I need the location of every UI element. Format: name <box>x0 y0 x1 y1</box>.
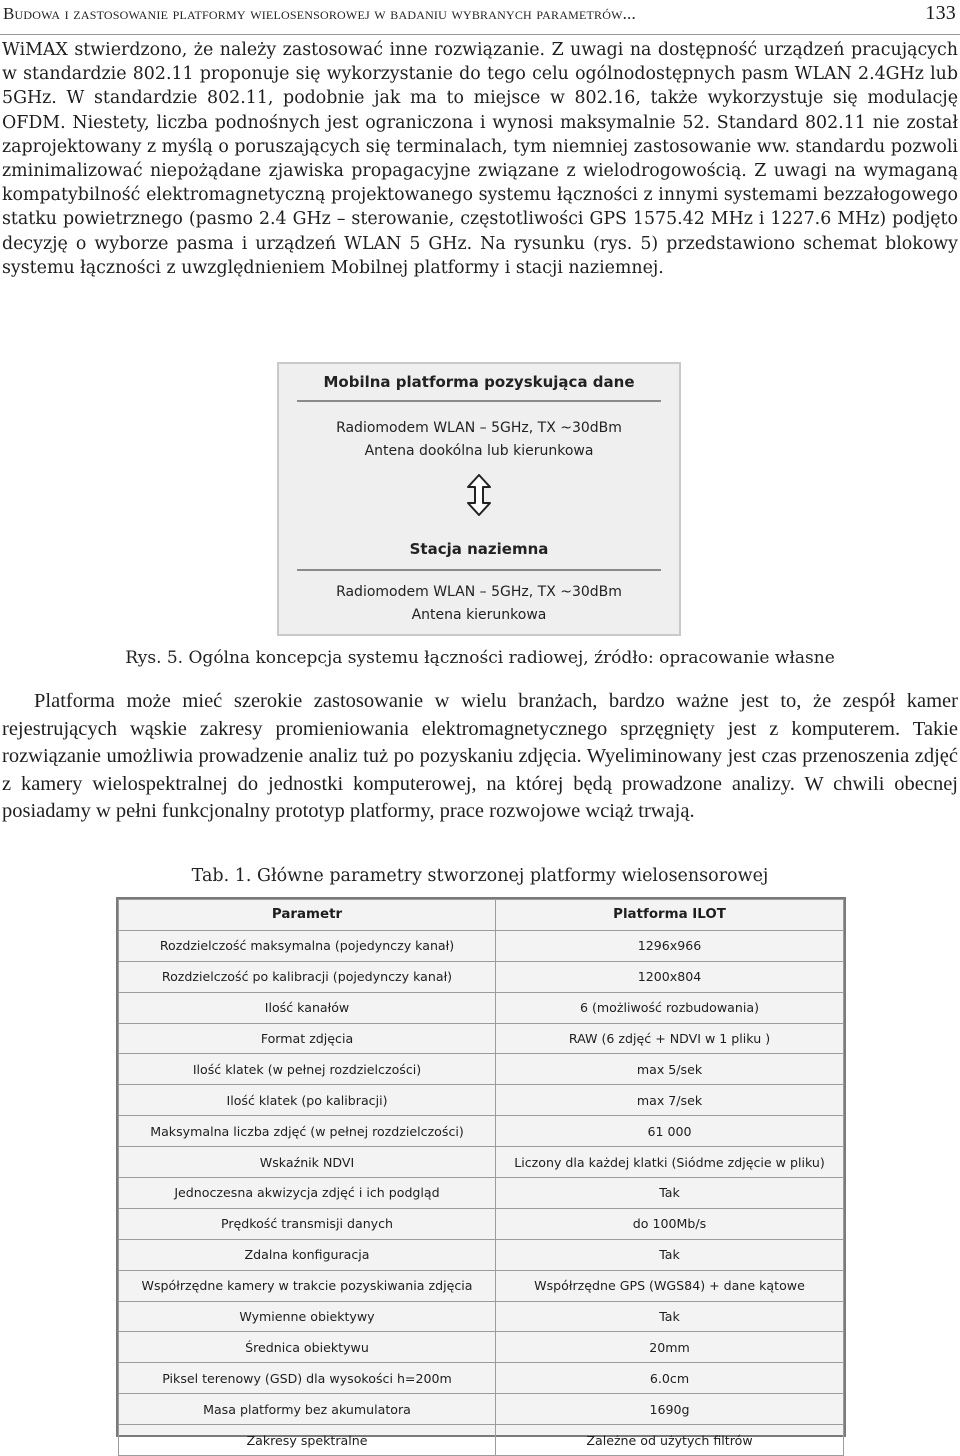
parameter-value-cell: Liczony dla każdej klatki (Siódme zdjęcie w pliku) <box>496 1147 844 1178</box>
table-row <box>119 1270 844 1301</box>
parameter-name-cell: Prędkość transmisji danych <box>119 1208 496 1239</box>
parameter-value-cell: 1690g <box>496 1394 844 1425</box>
parameter-name-cell: Wymienne obiektywy <box>119 1301 496 1332</box>
parameter-value-cell: Tak <box>496 1178 844 1209</box>
table-row <box>119 930 844 961</box>
table-row <box>119 1363 844 1394</box>
parameter-name-cell: Zdalna konfiguracja <box>119 1239 496 1270</box>
parameter-value-cell: Współrzędne GPS (WGS84) + dane kątowe <box>496 1270 844 1301</box>
communication-block-diagram <box>277 362 681 636</box>
parameter-value-cell: 6.0cm <box>496 1363 844 1394</box>
double-vertical-arrow-icon <box>466 474 492 516</box>
table-row <box>119 992 844 1023</box>
parameter-value-cell: 20mm <box>496 1332 844 1363</box>
diagram-bottom-line-2: Antena kierunkowa <box>411 607 547 623</box>
running-title: Budowa i zastosowanie platformy wielosensorowej w badaniu wybranych parametrów... <box>3 4 636 23</box>
parameter-value-cell: do 100Mb/s <box>496 1208 844 1239</box>
parameter-name-cell: Ilość kanałów <box>119 992 496 1023</box>
diagram-bottom-line-1: Radiomodem WLAN – 5GHz, TX ~30dBm <box>336 584 622 600</box>
parameter-name-cell: Format zdjęcia <box>119 1023 496 1054</box>
parameter-name-cell: Wskaźnik NDVI <box>119 1147 496 1178</box>
parameter-value-cell: Tak <box>496 1239 844 1270</box>
table-row <box>119 1332 844 1363</box>
parameter-value-cell: Zależne od użytych filtrów <box>496 1425 844 1456</box>
table-caption: Tab. 1. Główne parametry stworzonej platformy wielosensorowej <box>191 866 769 886</box>
diagram-divider-top <box>297 400 661 402</box>
table-row <box>119 1147 844 1178</box>
parameter-value-cell: 61 000 <box>496 1116 844 1147</box>
diagram-divider-bottom <box>297 569 661 571</box>
table-row <box>119 961 844 992</box>
table-row <box>119 1394 844 1425</box>
parameter-name-cell: Masa platformy bez akumulatora <box>119 1394 496 1425</box>
diagram-top-title: Mobilna platforma pozyskująca dane <box>323 373 635 391</box>
table-row <box>119 1116 844 1147</box>
table-row <box>119 1208 844 1239</box>
parameter-value-cell: max 5/sek <box>496 1054 844 1085</box>
table-row <box>119 1301 844 1332</box>
parameter-name-cell: Rozdzielczość maksymalna (pojedynczy kanał) <box>119 930 496 961</box>
figure-caption: Rys. 5. Ogólna koncepcja systemu łączności radiowej, źródło: opracowanie własne <box>125 648 835 668</box>
table-row <box>119 1239 844 1270</box>
parameter-name-cell: Średnica obiektywu <box>119 1332 496 1363</box>
parameter-name-cell: Piksel terenowy (GSD) dla wysokości h=200m <box>119 1363 496 1394</box>
body-paragraph-1: WiMAX stwierdzono, że należy zastosować inne rozwiązanie. Z uwagi na dostępność urządzeń pracujących w standardzie 802.11 proponuje się wykorzystanie do tego celu ogólnodostępnych pasm WLAN 2.4GHz lub 5GHz. W standardzie 802.11, podobnie jak ma to miejsce w 802.16, także wykorzystuje się modulację OFDM. Niestety, liczba podnośnych jest ograniczona i wynosi maksymalnie 52. Standard 802.11 nie został zaprojektowany z myślą o poruszających się terminalach, tym niemniej zastosowanie ww. standardu pozwoli zminimalizować niepożądane zjawiska propagacyjne związane z wielodrogowością. Z uwagi na wymaganą kompatybilność elektromagnetyczną projektowanego systemu łączności z innymi systemami bezzałogowego statku powietrznego (pasmo 2.4 GHz – sterowanie, częstotliwości GPS 1575.42 MHz i 1227.6 MHz) podjęto decyzję o wyborze pasma i urządzeń WLAN 5 GHz. Na rysunku (rys. 5) przedstawiono schemat blokowy systemu łączności z uwzględnieniem Mobilnej platformy i stacji naziemnej. <box>2 40 958 278</box>
diagram-top-line-1: Radiomodem WLAN – 5GHz, TX ~30dBm <box>336 420 622 436</box>
table-row <box>119 1425 844 1456</box>
parameter-name-cell: Ilość klatek (w pełnej rozdzielczości) <box>119 1054 496 1085</box>
table-row <box>119 1085 844 1116</box>
parameter-value-cell: 1296x966 <box>496 930 844 961</box>
parameter-name-cell: Rozdzielczość po kalibracji (pojedynczy kanał) <box>119 961 496 992</box>
header-platforma: Platforma ILOT <box>496 900 844 931</box>
running-header <box>0 0 960 35</box>
parameter-value-cell: max 7/sek <box>496 1085 844 1116</box>
body-paragraph-2: Platforma może mieć szerokie zastosowanie w wielu branżach, bardzo ważne jest to, że zespół kamer rejestrujących wąskie zakresy promieniowania elektromagnetycznego sprzęgnięty jest z komputerem. Takie rozwiązanie umożliwia prowadzenie analiz tuż po pozyskaniu zdjęcia. Wyeliminowany jest czas przenoszenia zdjęć z kamery wielospektralnej do jednostki komputerowej, na której będą prowadzone analizy. W chwili obecnej posiadamy w pełni funkcjonalny prototyp platformy, prace rozwojowe wciąż trwają. <box>2 690 958 823</box>
diagram-bottom-title: Stacja naziemna <box>409 540 549 558</box>
table-row <box>119 1023 844 1054</box>
parameter-name-cell: Zakresy spektralne <box>119 1425 496 1456</box>
diagram-top-line-2: Antena dookólna lub kierunkowa <box>364 443 594 459</box>
parameter-name-cell: Ilość klatek (po kalibracji) <box>119 1085 496 1116</box>
parameter-value-cell: 1200x804 <box>496 961 844 992</box>
table-body <box>119 930 844 1455</box>
parameter-value-cell: 6 (możliwość rozbudowania) <box>496 992 844 1023</box>
table-row <box>119 1178 844 1209</box>
header-parametr: Parametr <box>119 900 496 931</box>
parameters-table <box>118 899 844 1456</box>
page-number: 133 <box>925 2 956 24</box>
parameter-value-cell: Tak <box>496 1301 844 1332</box>
parameters-table-container <box>116 897 846 1448</box>
parameter-name-cell: Współrzędne kamery w trakcie pozyskiwania zdjęcia <box>119 1270 496 1301</box>
table-header-row <box>119 900 844 931</box>
parameter-name-cell: Jednoczesna akwizycja zdjęć i ich podgląd <box>119 1178 496 1209</box>
parameter-value-cell: RAW (6 zdjęć + NDVI w 1 pliku ) <box>496 1023 844 1054</box>
parameter-name-cell: Maksymalna liczba zdjęć (w pełnej rozdzielczości) <box>119 1116 496 1147</box>
table-row <box>119 1054 844 1085</box>
